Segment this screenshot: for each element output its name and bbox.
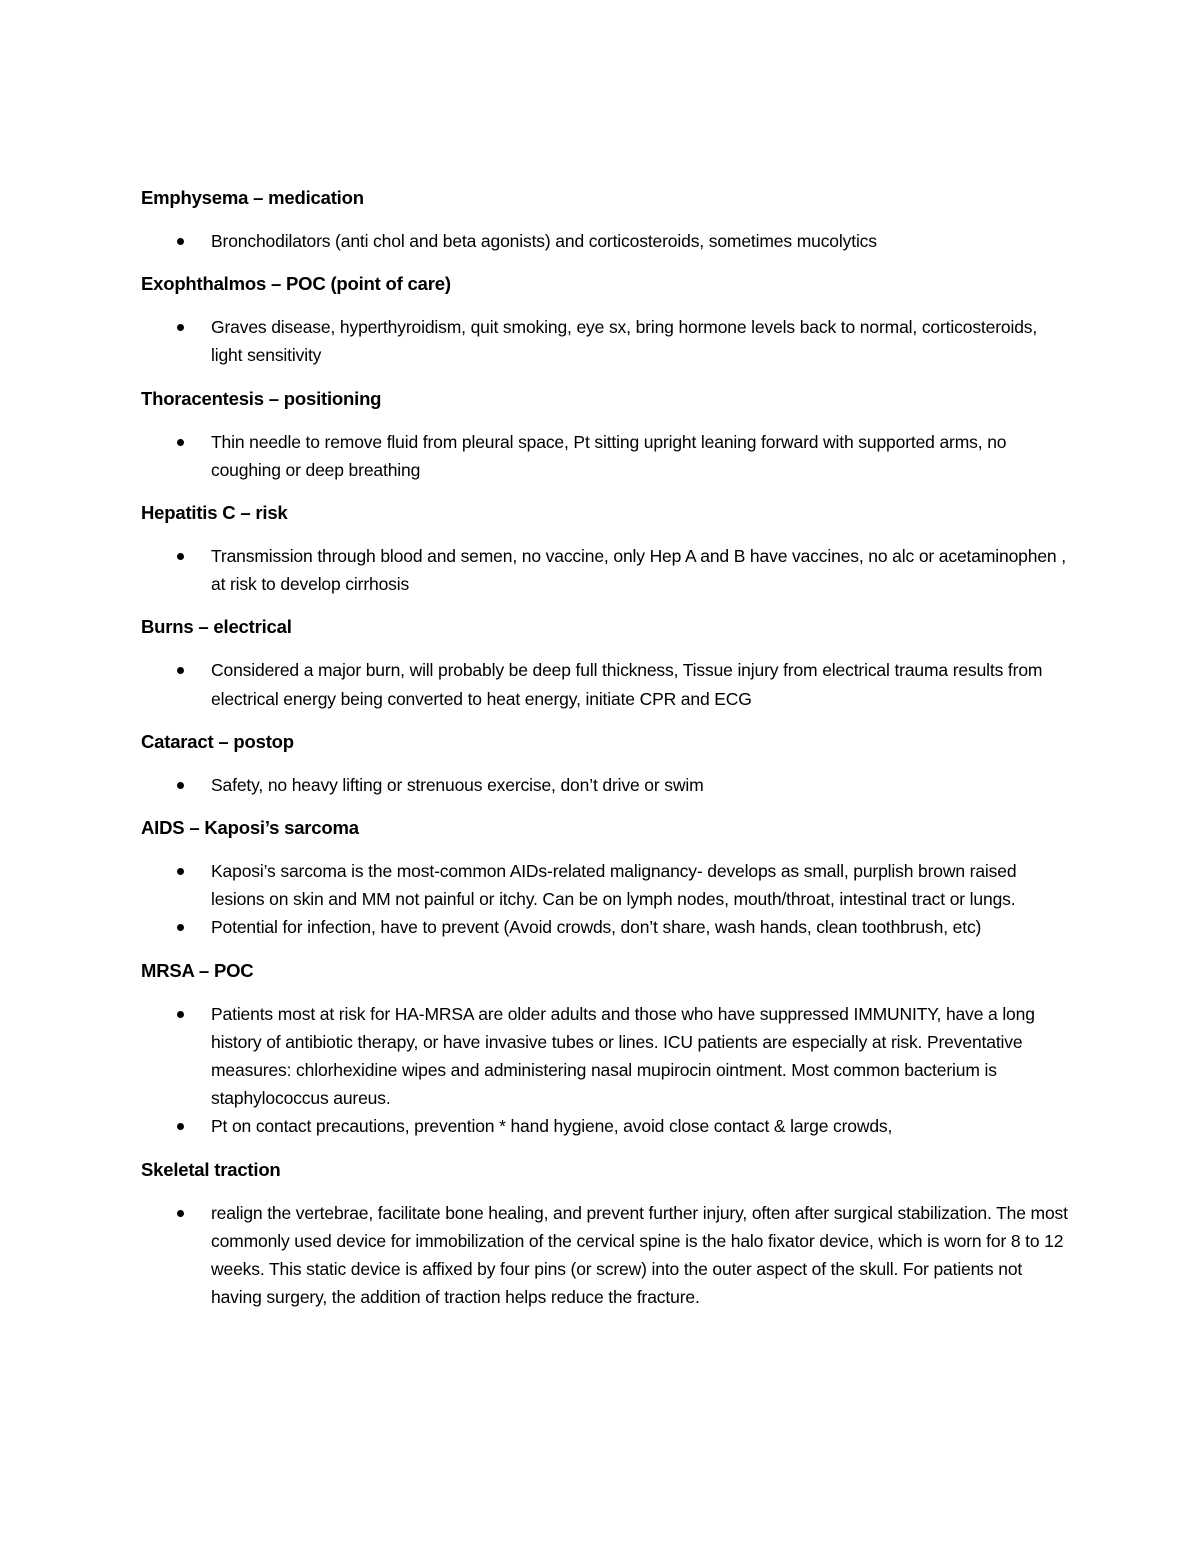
section-heading: Thoracentesis – positioning	[141, 387, 382, 409]
bullet-text: Graves disease, hyperthyroidism, quit smoking, eye sx, bring hormone levels back to normal, corticosteroids, light sensitivity	[211, 317, 1038, 366]
bullet-item	[141, 913, 1071, 941]
bullet-text: Transmission through blood and semen, no vaccine, only Hep A and B have vaccines, no alc or acetaminophen , at risk to develop cirrhosis	[211, 546, 1066, 595]
section-mrsa	[141, 957, 1071, 1141]
bullet-item	[141, 1000, 1071, 1113]
bullet-icon	[177, 1011, 184, 1018]
bullet-icon	[177, 439, 184, 446]
bullet-list	[141, 771, 1071, 799]
bullet-list	[141, 428, 1071, 484]
bullet-text: Thin needle to remove fluid from pleural space, Pt sitting upright leaning forward with supported arms, no coughing or deep breathing	[211, 431, 1007, 480]
bullet-icon	[177, 324, 184, 331]
bullet-icon	[177, 1210, 184, 1217]
bullet-item	[141, 656, 1071, 712]
bullet-text: realign the vertebrae, facilitate bone healing, and prevent further injury, often after surgical stabilization. The most commonly used device for immobilization of the cervical spine is the halo fixator device, which is worn for 8 to 12 weeks. This static device is affixed by four pins (or screw) into the outer aspect of the skull. For patients not having surgery, the addition of traction helps reduce the fracture.	[211, 1202, 1068, 1308]
section-heading: Emphysema – medication	[141, 187, 364, 208]
bullet-list	[141, 1000, 1071, 1141]
bullet-item	[141, 771, 1071, 799]
section-thoracentesis	[141, 385, 1071, 484]
section-heading: Hepatitis C – risk	[141, 502, 288, 524]
bullet-icon	[177, 553, 184, 560]
bullet-list	[141, 542, 1071, 598]
bullet-item	[141, 542, 1071, 598]
bullet-item	[141, 1112, 1071, 1140]
bullet-item	[141, 857, 1071, 913]
section-emphysema	[141, 184, 1071, 255]
bullet-list	[141, 656, 1071, 712]
bullet-item	[141, 428, 1071, 484]
section-cataract	[141, 728, 1071, 799]
section-heading: AIDS – Kaposi’s sarcoma	[141, 817, 359, 839]
bullet-list	[141, 227, 1071, 255]
bullet-text: Potential for infection, have to prevent (Avoid crowds, don’t share, wash hands, clean toothbrush, etc)	[211, 917, 982, 938]
section-heading: MRSA – POC	[141, 959, 254, 981]
bullet-list	[141, 857, 1071, 942]
bullet-icon	[177, 667, 184, 674]
bullet-text: Patients most at risk for HA-MRSA are older adults and those who have suppressed IMMUNITY, have a long history of antibiotic therapy, or have invasive tubes or lines. ICU patients are especially at risk. Preventative measures: chlorhexidine wipes and administering nasal mupirocin ointment. Most common bacterium is staphylococcus aureus.	[211, 1003, 1035, 1109]
bullet-list	[141, 1199, 1071, 1312]
bullet-list	[141, 313, 1071, 369]
bullet-text: Kaposi’s sarcoma is the most-common AIDs-related malignancy- develops as small, purplish brown raised lesions on skin and MM not painful or itchy. Can be on lymph nodes, mouth/throat, intestinal tract or lungs.	[211, 861, 1017, 910]
bullet-icon	[177, 238, 184, 245]
section-aids	[141, 814, 1071, 942]
bullet-icon	[177, 924, 184, 931]
section-heading: Skeletal traction	[141, 1158, 281, 1180]
notes-content	[141, 184, 1071, 1326]
bullet-item	[141, 1199, 1071, 1312]
section-heading: Exophthalmos – POC (point of care)	[141, 273, 451, 295]
section-exophthalmos	[141, 270, 1071, 369]
bullet-text: Pt on contact precautions, prevention * hand hygiene, avoid close contact & large crowds,	[211, 1116, 893, 1137]
bullet-item	[141, 313, 1071, 369]
bullet-text: Bronchodilators (anti chol and beta agonists) and corticosteroids, sometimes mucolytics	[211, 231, 877, 251]
bullet-text: Considered a major burn, will probably be deep full thickness, Tissue injury from electrical trauma results from electrical energy being converted to heat energy, initiate CPR and ECG	[211, 660, 1043, 709]
section-hepatitis-c	[141, 499, 1071, 598]
bullet-text: Safety, no heavy lifting or strenuous exercise, don’t drive or swim	[211, 774, 704, 795]
section-heading: Burns – electrical	[141, 616, 292, 638]
section-skeletal-traction	[141, 1156, 1071, 1312]
bullet-icon	[177, 1123, 184, 1130]
bullet-item	[141, 227, 1071, 255]
section-burns	[141, 613, 1071, 712]
bullet-icon	[177, 868, 184, 875]
bullet-icon	[177, 782, 184, 789]
section-heading: Cataract – postop	[141, 730, 294, 752]
